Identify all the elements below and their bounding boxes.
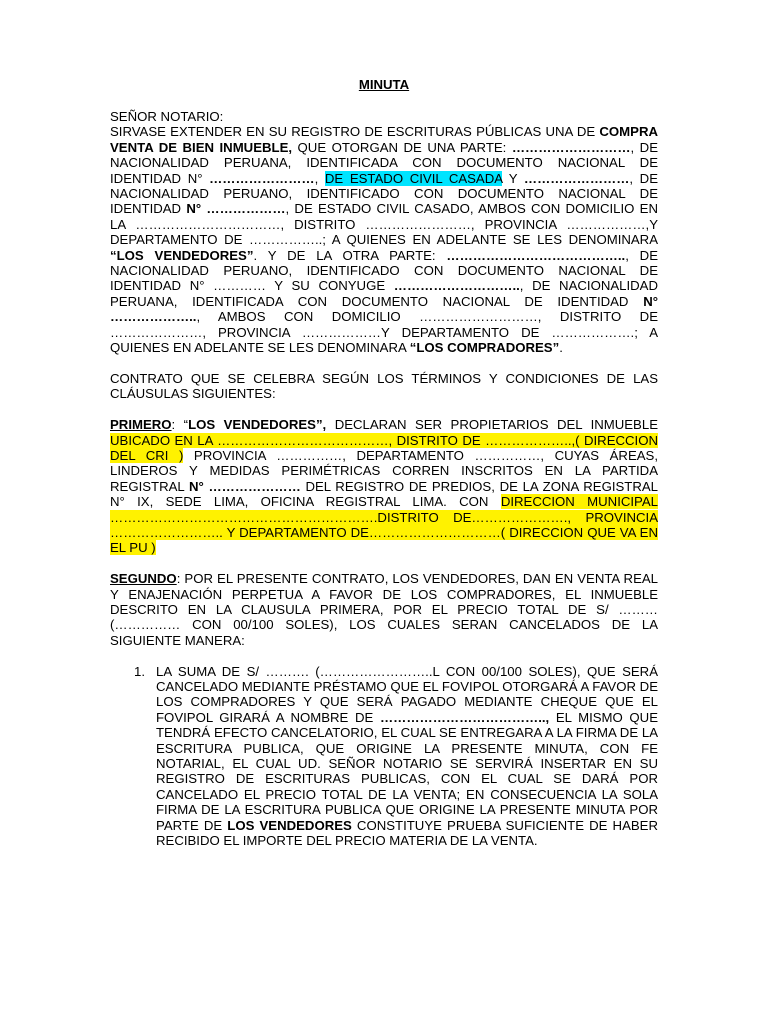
text-run: , DE NACIONALIDAD PERUANA, IDENTIFICADA CON DOCUMENTO NACIONAL DE IDENTIDAD <box>110 278 658 309</box>
party-sellers: LOS VENDEDORES <box>227 817 352 833</box>
blank-field: ………………………………….. <box>446 247 626 263</box>
text-run: . Y DE LA OTRA PARTE: <box>253 247 447 263</box>
document-body <box>110 109 658 848</box>
paragraph-intro <box>110 124 658 355</box>
text-run: PROVINCIA ……………, DEPARTAMENTO ……………, CUYAS ÁREAS, LINDEROS Y MEDIDAS PERIMÉTRICAS CORREN INSCRITOS EN LA PARTIDA REGISTRAL <box>110 447 658 494</box>
list-item-text <box>156 664 658 849</box>
text-run: Y <box>502 170 524 186</box>
text-run: : POR EL PRESENTE CONTRATO, LOS VENDEDORES, DAN EN VENTA REAL Y ENAJENACIÓN PERPETUA A FAVOR DE LOS COMPRADORES, EL INMUEBLE DESCRITO EN LA CLAUSULA PRIMERA, POR EL PRECIO TOTAL DE S/ ……… (…………… CON 00/100 SOLES), LOS CUALES SERAN CANCELADOS DE LA SIGUIENTE MANERA: <box>110 571 658 648</box>
bold-run: COMPRA VENTA DE BIEN INMUEBLE, <box>110 124 658 155</box>
text-run: CONSTITUYE PRUEBA SUFICIENTE DE HABER RECIBIDO EL IMPORTE DEL PRECIO MATERIA DE LA VENTA. <box>156 817 658 849</box>
clause-primero <box>110 417 658 556</box>
blank-field: ……………………….. <box>393 278 520 294</box>
spacer <box>110 556 658 571</box>
bold-run: LOS VENDEDORES”, <box>188 417 327 433</box>
text-run: , DE NACIONALIDAD PERUANA, IDENTIFICADA CON DOCUMENTO NACIONAL DE IDENTIDAD N° <box>110 139 659 186</box>
text-run: LA SUMA DE S/ ………. (……………………..L CON 00/100 SOLES), QUE SERÁ CANCELADO MEDIANTE PRÉSTAMO QUE EL FOVIPOL OTORGARÁ A FAVOR DE LOS COMPRADORES Y QUE SERÁ PAGADO MEDIANTE CHEQUE QUE EL FOVIPOL GIRARÁ A NOMBRE DE <box>156 663 658 725</box>
text-run: , <box>314 170 325 186</box>
blank-field: ……………………… <box>511 139 631 155</box>
blank-field: ……………………………….., <box>379 709 550 725</box>
spacer <box>110 356 658 371</box>
greeting: SEÑOR NOTARIO: <box>110 109 224 124</box>
text-run: QUE OTORGAN DE UNA PARTE: <box>292 139 512 155</box>
text-run: SIRVASE EXTENDER EN SU REGISTRO DE ESCRITURAS PÚBLICAS UNA DE <box>110 124 600 140</box>
payment-list <box>110 664 658 849</box>
blank-field: N° ………………… <box>188 478 301 494</box>
list-number <box>110 664 156 849</box>
list-item <box>110 664 658 849</box>
clause-segundo <box>110 571 658 648</box>
paragraph-contract: CONTRATO QUE SE CELEBRA SEGÚN LOS TÉRMINOS Y CONDICIONES DE LAS CLÁUSULAS SIGUIENTES: <box>110 370 658 402</box>
blank-field: N° ……………… <box>186 201 286 217</box>
text-run: , AMBOS CON DOMICILIO ………………………, DISTRITO DE …………………, PROVINCIA ………………Y DEPARTAMENTO DE ……………….; A QUIENES EN ADELANTE SE LES DENOMINARA <box>110 309 658 356</box>
clause-label: SEGUNDO <box>110 571 177 587</box>
text-run: , DE ESTADO CIVIL CASADO, AMBOS CON DOMICILIO EN LA ……………………………, DISTRITO ……………………, PROVINCIA ………………,Y DEPARTAMENTO DE ……………..; A QUIENES EN ADELANTE SE LES DENOMINARA <box>110 201 659 248</box>
text-run: DECLARAN SER PROPIETARIOS DEL INMUEBLE <box>326 417 658 433</box>
spacer <box>110 402 658 417</box>
highlight-municipal-address: DIRECCION MUNICIPAL …………………………………………………….DISTRITO DE…………………., PROVINCIA …………………….. Y DEPARTAMENTO DE…………………………( DIRECCION QUE VA EN EL PU ) <box>110 494 658 556</box>
highlight-location: UBICADO EN LA …………………………………, DISTRITO DE ………………..,( DIRECCION DEL CRI ) <box>110 432 658 463</box>
blank-field: …………………… <box>209 170 315 186</box>
text-run: , DE NACIONALIDAD PERUANO, IDENTIFICADO CON DOCUMENTO NACIONAL DE IDENTIDAD N° ………… Y SU CONYUGE <box>110 247 658 294</box>
blank-field: N° ……………….. <box>110 293 658 325</box>
blank-field: …………………… <box>523 170 630 186</box>
list-number-text: 1. <box>134 663 145 679</box>
highlight-civil-status: DE ESTADO CIVIL CASADA <box>324 170 503 186</box>
text-run: DEL REGISTRO DE PREDIOS, DE LA ZONA REGISTRAL N° IX, SEDE LIMA, OFICINA REGISTRAL LIMA. CON <box>110 478 659 510</box>
text-run: . <box>559 340 563 356</box>
document-title: MINUTA <box>358 77 410 92</box>
text-run: , DE NACIONALIDAD PERUANO, IDENTIFICADO CON DOCUMENTO NACIONAL DE IDENTIDAD <box>110 170 658 217</box>
spacer <box>110 648 658 663</box>
party-buyers: “LOS COMPRADORES” <box>409 340 560 356</box>
text-run: EL MISMO QUE TENDRÁ EFECTO CANCELATORIO, EL CUAL SE ENTREGARA A LA FIRMA DE LA ESCRITURA PUBLICA, QUE ORIGINE LA PRESENTE MINUTA, CON FE NOTARIAL, EL CUAL UD. SEÑOR NOTARIO SE SERVIRÁ INSERTAR EN SU REGISTRO DE ESCRITURAS PUBLICAS, CON EL CUAL SE DARÁ POR CANCELADO EL PRECIO TOTAL DE LA VENTA; EN CONSECUENCIA LA SOLA FIRMA DE LA ESCRITURA PUBLICA QUE ORIGINE LA PRESENTE MINUTA POR PARTE DE <box>156 709 658 833</box>
party-sellers: “LOS VENDEDORES” <box>110 247 254 263</box>
text-run: : “ <box>171 417 189 433</box>
clause-label: PRIMERO <box>110 417 172 433</box>
